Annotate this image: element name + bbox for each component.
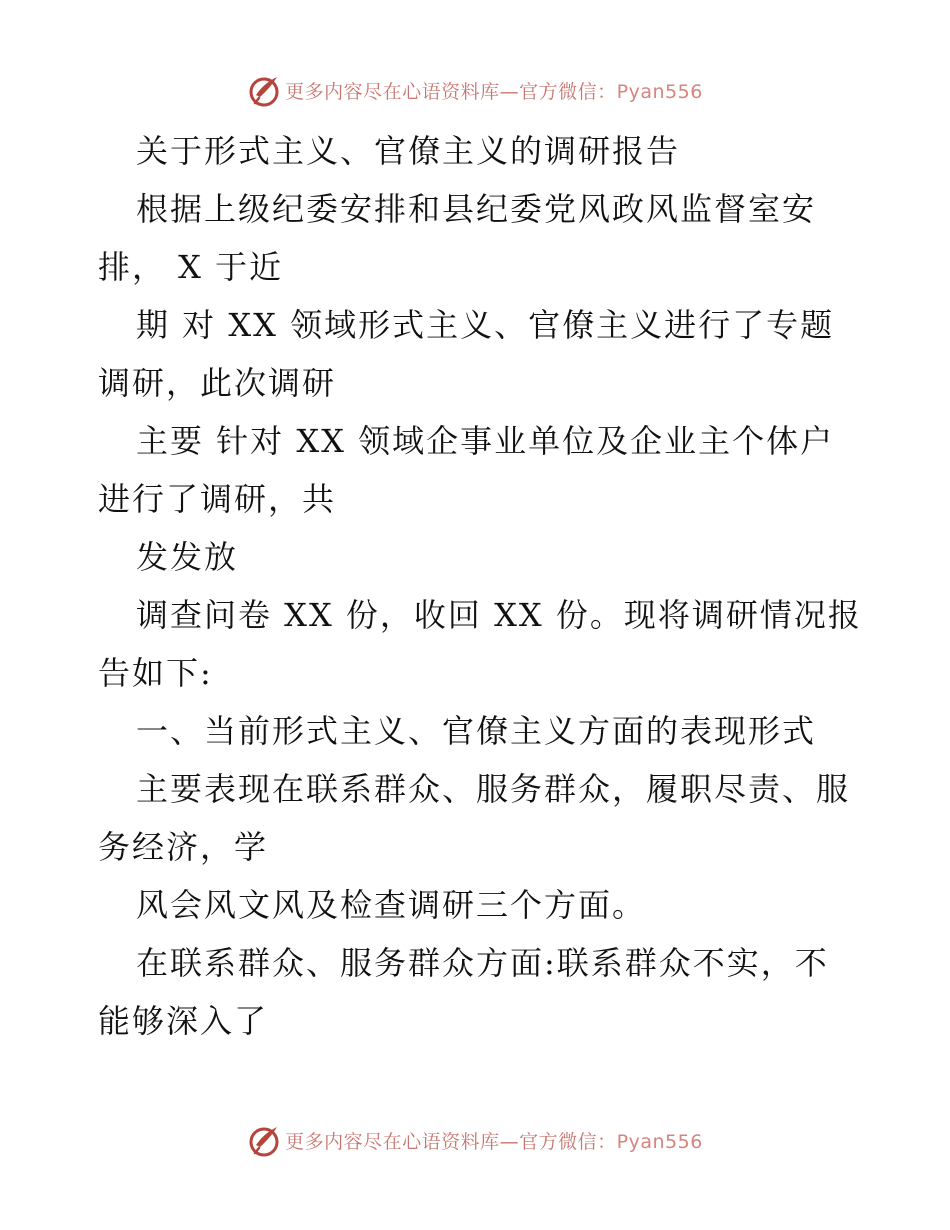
document-body	[98, 122, 862, 1050]
watermark-wechat-id: Pyan556	[616, 80, 703, 103]
header-watermark	[0, 70, 950, 110]
quill-logo-icon	[247, 73, 281, 107]
quill-logo-icon	[247, 1123, 281, 1157]
text-line: 调研，此次调研	[98, 364, 337, 402]
text-line: 关于形式主义、官僚主义的调研报告	[136, 132, 681, 170]
text-line: 主要 针对 XX 领域企事业单位及企业主个体户	[136, 422, 835, 460]
text-line: 一、当前形式主义、官僚主义方面的表现形式	[136, 712, 817, 750]
text-line: 根据上级纪委安排和县纪委党风政风监督室安	[136, 190, 817, 228]
text-line: 主要表现在联系群众、服务群众，履职尽责、服	[136, 770, 851, 808]
watermark-text: 更多内容尽在心语资料库—官方微信：Pyan556	[285, 80, 703, 103]
footer-watermark	[0, 1120, 950, 1160]
text-line: 务经济，学	[98, 828, 269, 866]
text-line: 期 对 XX 领域形式主义、官僚主义进行了专题	[136, 306, 835, 344]
text-line: 排， X 于近	[98, 248, 284, 286]
watermark-wechat-id: Pyan556	[616, 1130, 703, 1153]
text-line: 风会风文风及检查调研三个方面。	[136, 886, 647, 924]
text-line: 发发放	[136, 538, 239, 576]
watermark-text: 更多内容尽在心语资料库—官方微信：Pyan556	[285, 1130, 703, 1153]
text-line: 进行了调研，共	[98, 480, 337, 518]
text-line: 能够深入了	[98, 1002, 269, 1040]
text-line: 在联系群众、服务群众方面:联系群众不实，不	[136, 944, 829, 982]
text-line: 告如下:	[98, 654, 213, 692]
text-line: 调查问卷 XX 份，收回 XX 份。现将调研情况报	[136, 596, 862, 634]
